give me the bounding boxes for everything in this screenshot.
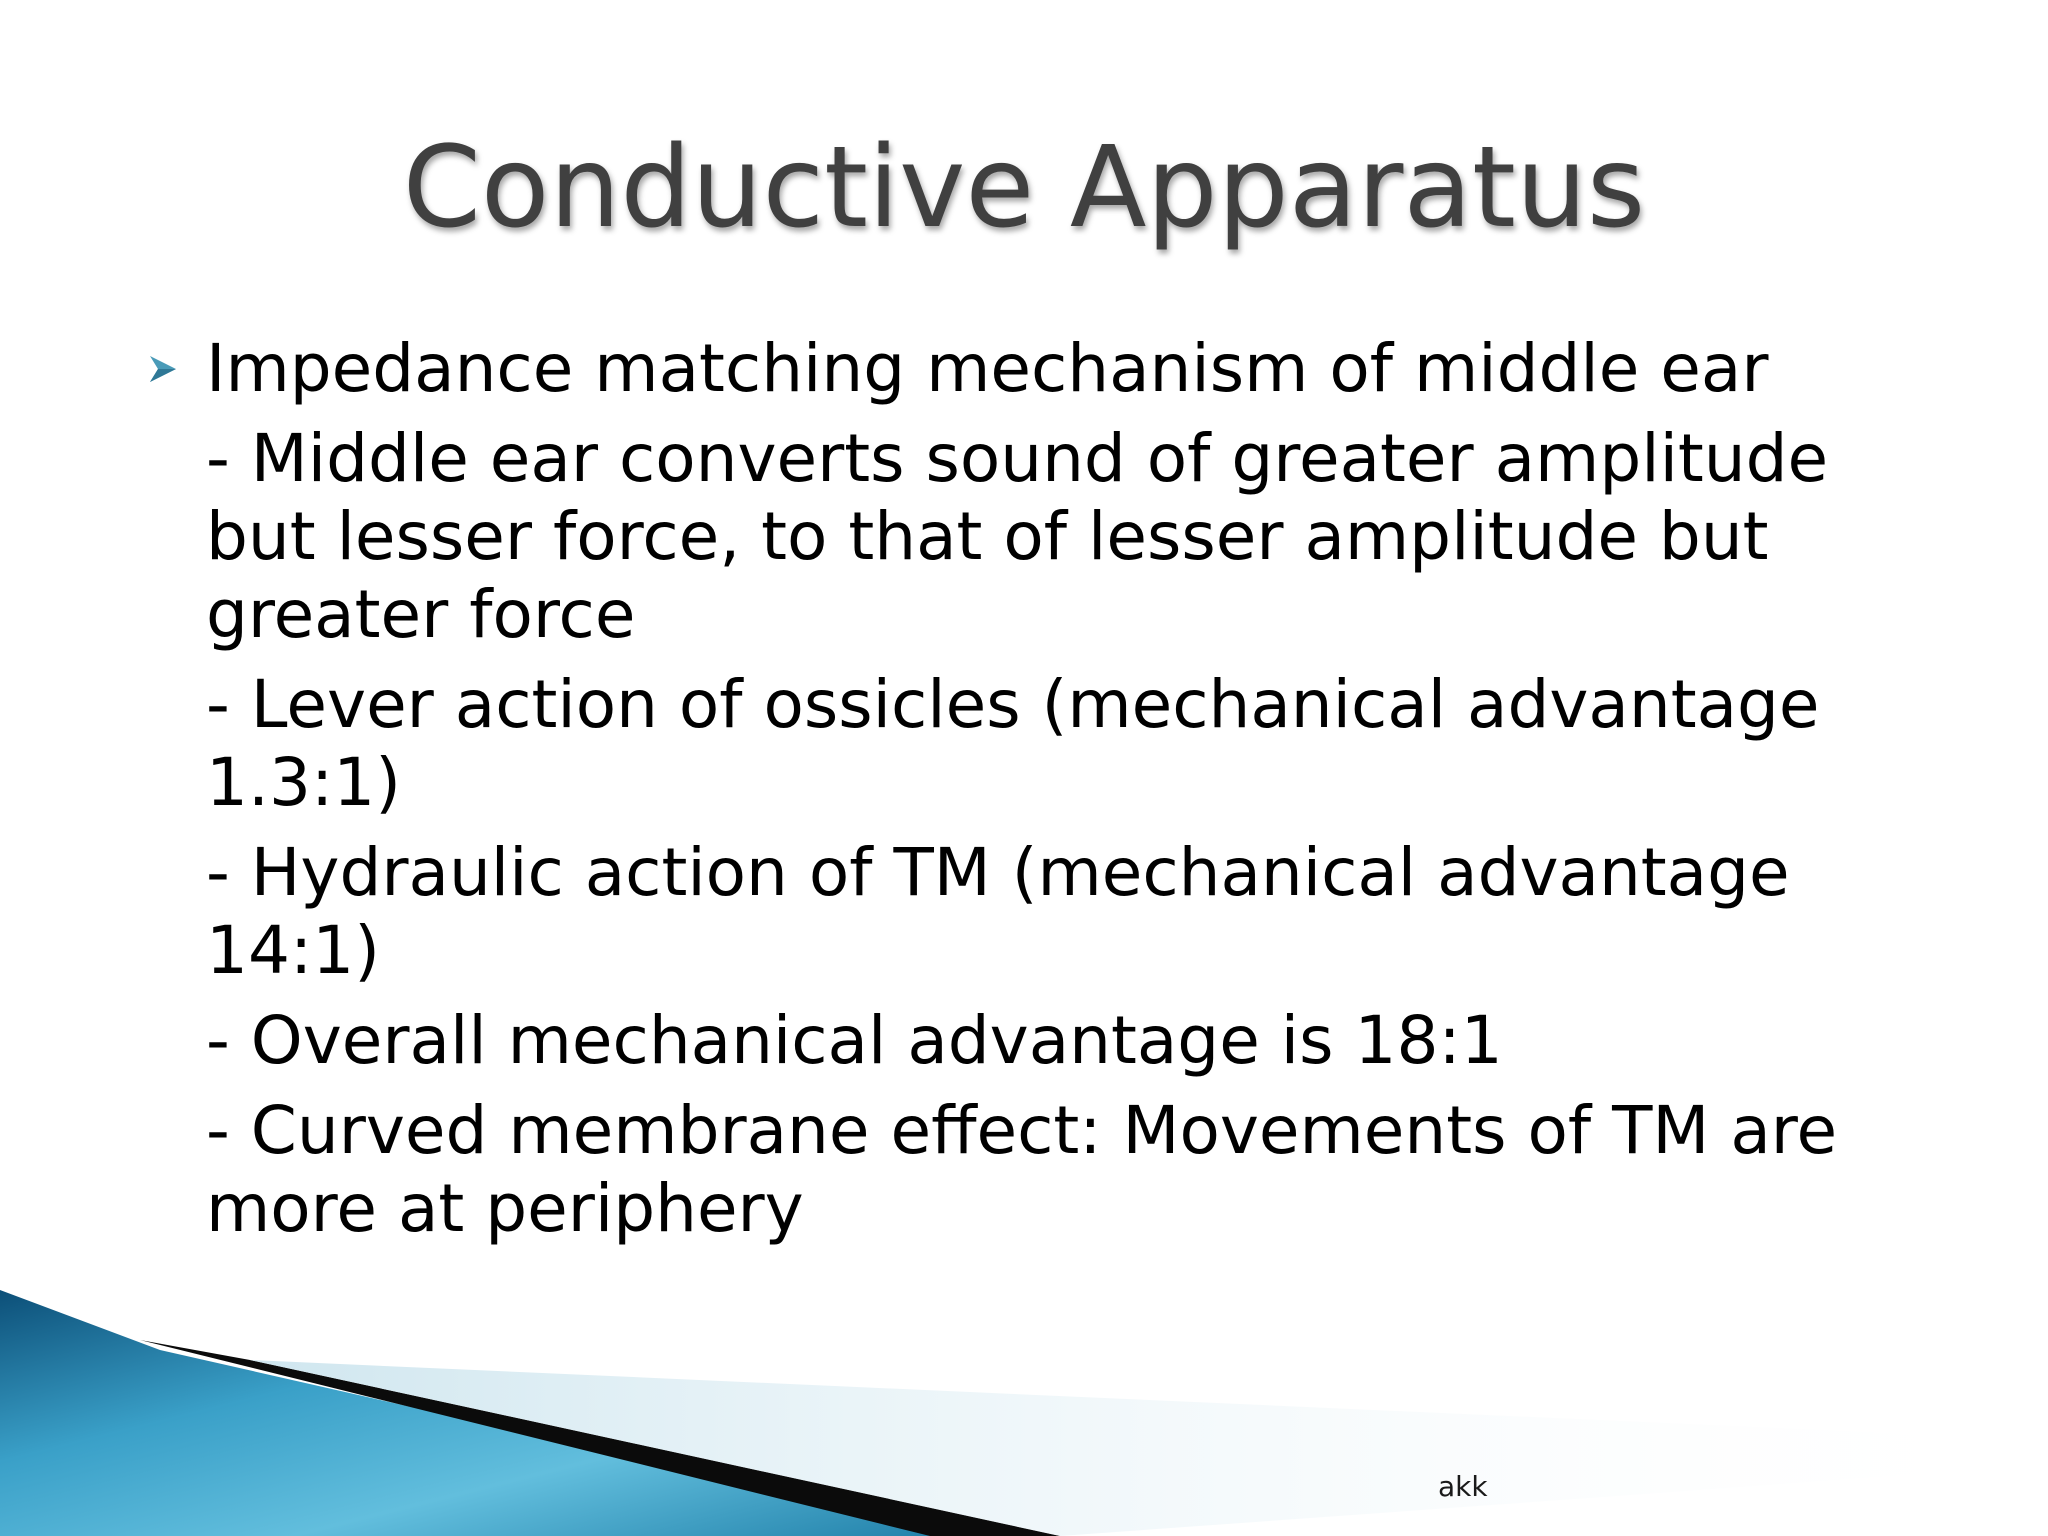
sub-item-line: - Curved membrane effect: Movements of TM are [206, 1092, 1838, 1169]
sub-item-line: 14:1) [206, 912, 380, 989]
sub-item-3 [206, 834, 1946, 990]
decorative-swoosh [0, 1290, 2048, 1536]
slide-title: Conductive Apparatus [402, 123, 1646, 253]
bullet-text: Impedance matching mechanism of middle ear [206, 330, 1769, 407]
sub-item-line: - Hydraulic action of TM (mechanical advantage [206, 834, 1790, 911]
sub-item-5 [206, 1092, 1946, 1248]
sub-item-line: greater force [206, 576, 636, 653]
sub-item-line: more at periphery [206, 1170, 804, 1247]
chevron-right-icon [146, 352, 180, 386]
footer-author: akk [1438, 1470, 1488, 1503]
sub-item-2 [206, 666, 1946, 822]
sub-item-line: - Lever action of ossicles (mechanical advantage [206, 666, 1820, 743]
bullet-item [206, 330, 1946, 1248]
slide-body [206, 330, 1946, 1248]
sub-item-line: - Middle ear converts sound of greater amplitude [206, 420, 1829, 497]
sub-item-1 [206, 420, 1946, 654]
sub-item-line: but lesser force, to that of lesser amplitude but [206, 498, 1769, 575]
sub-item-4 [206, 1002, 1946, 1080]
sub-item-line: - Overall mechanical advantage is 18:1 [206, 1002, 1503, 1079]
sub-item-line: 1.3:1) [206, 744, 401, 821]
